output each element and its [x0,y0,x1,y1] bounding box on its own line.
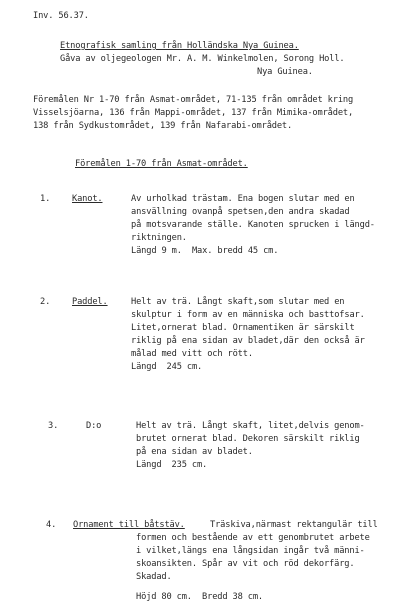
inventory-number: Inv. 56.37. [33,11,89,21]
description-line: brutet ornerat blad. Dekoren särskilt riklig [136,434,360,444]
entry-name: D:o [86,421,102,431]
entry-description [136,532,370,584]
description-line: Längd 235 cm. [136,460,208,470]
description-line: Skadad. [136,572,172,582]
donor-line-2: Nya Guinea. [257,67,313,77]
entry-name: Kanot. [72,194,103,204]
description-line: Litet,ornerat blad. Ornamentiken är särskilt [131,323,355,333]
description-line: målad med vitt och rött. [131,349,253,359]
description-line: Längd 245 cm. [131,362,203,372]
entry-measurements: Höjd 80 cm. Bredd 38 cm. [136,592,264,602]
description-line: Längd 9 m. Max. bredd 45 cm. [131,246,279,256]
description-line: Helt av trä. Långt skaft, litet,delvis genom- [136,421,365,431]
collection-title: Etnografisk samling från Holländska Nya Guinea. [60,41,299,51]
entry-number: 4. [46,520,57,530]
description-line: skulptur i form av en människa och basttofsar. [131,310,365,320]
description-line: i vilket,längs ena långsidan ingår två männi- [136,546,365,556]
entry-number: 3. [48,421,59,431]
description-line: på motsvarande ställe. Kanoten sprucken i längd- [131,220,375,230]
donor-line-1: Gåva av oljegeologen Mr. A. M. Winkelmolen, Sorong Holl. [60,54,345,64]
description-line: ansvällning ovanpå spetsen,den andra skadad [131,207,350,217]
entry-number: 1. [40,194,51,204]
entry-name: Paddel. [72,297,108,307]
description-line: riklig på ena sidan av bladet,där den också är [131,336,365,346]
entry-number: 2. [40,297,51,307]
intro-line-1: Föremålen Nr 1-70 från Asmat-området, 71-135 från området kring [33,95,354,105]
entry-name: Ornament till båtstäv. [73,520,185,530]
entry-description [131,193,375,258]
intro-line-2: Visselsjöarna, 136 från Mappi-området, 137 från Mimika-området, [33,108,354,118]
description-line: Av urholkad trästam. Ena bogen slutar med en [131,194,355,204]
description-line: riktningen. [131,233,187,243]
description-line: skoansikten. Spår av vit och röd dekorfärg. [136,559,355,569]
description-line: Helt av trä. Långt skaft,som slutar med en [131,297,345,307]
description-line: på ena sidan av bladet. [136,447,253,457]
intro-line-3: 138 från Sydkustområdet, 139 från Nafarabi-området. [33,121,293,131]
description-line: formen och bestående av ett genombrutet arbete [136,533,370,543]
entry-description [131,296,365,374]
section-heading: Föremålen 1-70 från Asmat-området. [75,159,248,169]
entry-description [136,420,365,472]
entry-description-first-line: Träskiva,närmast rektangulär till [210,520,378,530]
